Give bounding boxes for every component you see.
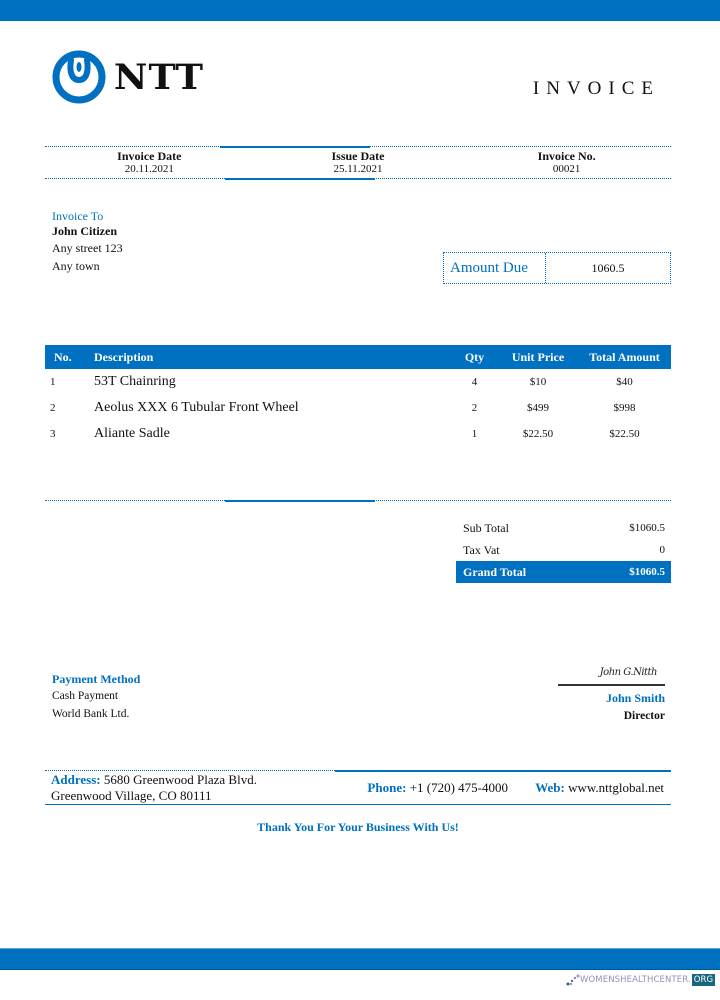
watermark <box>566 974 715 986</box>
cell-qty: 4 <box>471 376 478 388</box>
meta-value: 25.11.2021 <box>333 163 383 175</box>
phone-value: +1 (720) 475-4000 <box>409 779 508 795</box>
contact-bottom-rule <box>45 804 671 806</box>
cell-total: $998 <box>613 402 636 414</box>
signatory-title: Director <box>623 710 665 722</box>
totals-block <box>456 517 671 583</box>
ntt-ring-logo-icon <box>52 50 106 104</box>
grand-total-value: $1060.5 <box>629 566 665 578</box>
thank-you-message: Thank You For Your Business With Us! <box>257 820 459 834</box>
cell-unit-price: $22.50 <box>522 428 554 440</box>
meta-label: Invoice Date <box>117 149 182 163</box>
grand-total-row <box>456 561 671 583</box>
amount-due-box <box>443 252 671 284</box>
bill-to-street: Any street 123 <box>52 241 123 255</box>
cell-no: 1 <box>50 376 56 388</box>
watermark-text: WOMENSHEALTHCENTER. <box>580 975 691 985</box>
table-row <box>45 395 671 421</box>
meta-invoice-date <box>45 149 254 176</box>
cell-no: 2 <box>50 402 56 414</box>
tax-row <box>456 539 671 561</box>
bill-to-block <box>52 209 123 275</box>
phone-label: Phone: <box>367 779 407 795</box>
invoice-meta <box>45 146 671 179</box>
header-description: Description <box>94 349 154 364</box>
address-label: Address: <box>51 771 101 787</box>
meta-issue-date <box>254 149 463 176</box>
bill-to-name: John Citizen <box>52 224 118 238</box>
meta-bottom-rule <box>45 178 671 180</box>
tax-label: Tax Vat <box>463 542 500 557</box>
cell-description: Aeolus XXX 6 Tubular Front Wheel <box>94 400 299 415</box>
tax-value: 0 <box>659 544 665 556</box>
meta-label: Invoice No. <box>537 149 596 163</box>
contact-address <box>45 772 332 804</box>
cell-total: $22.50 <box>609 428 640 440</box>
payment-bank: World Bank Ltd. <box>52 708 130 720</box>
meta-label: Issue Date <box>331 149 385 163</box>
cell-description: 53T Chainring <box>94 374 176 389</box>
meta-invoice-number <box>462 149 671 176</box>
payment-method-value: Cash Payment <box>52 690 119 702</box>
subtotal-label: Sub Total <box>463 520 509 535</box>
signatory-name: John Smith <box>605 691 665 705</box>
address-line1: 5680 Greenwood Plaza Blvd. <box>103 771 257 787</box>
items-divider <box>45 500 671 502</box>
bill-to-town: Any town <box>52 259 100 273</box>
table-row <box>45 369 671 395</box>
contact-band <box>45 770 671 806</box>
cell-no: 3 <box>50 428 56 440</box>
header-no: No. <box>54 349 72 364</box>
cell-total: $40 <box>616 376 633 388</box>
web-link[interactable]: www.nttglobal.net <box>568 779 664 795</box>
watermark-suffix: ORG <box>693 975 714 985</box>
page-title: INVOICE <box>532 78 660 99</box>
payment-method-block <box>52 672 140 723</box>
grand-total-label: Grand Total <box>463 564 527 579</box>
meta-top-rule <box>45 146 671 148</box>
header-total: Total Amount <box>589 349 660 364</box>
table-header <box>45 345 671 369</box>
contact-web <box>508 780 671 796</box>
amount-due-label: Amount Due <box>444 253 546 283</box>
header-unit-price: Unit Price <box>511 349 565 364</box>
meta-value: 20.11.2021 <box>124 163 174 175</box>
bottom-color-bar <box>0 948 720 970</box>
meta-value: 00021 <box>552 163 581 175</box>
amount-due-value: 1060.5 <box>591 260 625 275</box>
cell-description: Aliante Sadle <box>94 426 170 441</box>
web-label: Web: <box>535 779 565 795</box>
subtotal-row <box>456 517 671 539</box>
signature-block <box>558 662 665 725</box>
cell-unit-price: $10 <box>529 376 547 388</box>
top-color-bar <box>0 0 720 21</box>
payment-method-label: Payment Method <box>52 672 141 686</box>
bill-to-label: Invoice To <box>52 209 104 223</box>
address-line2: Greenwood Village, CO 80111 <box>51 787 212 803</box>
subtotal-value: $1060.5 <box>629 522 665 534</box>
line-items-table <box>45 345 671 447</box>
dots-icon <box>566 974 580 986</box>
cell-qty: 2 <box>471 402 478 414</box>
signature-rule <box>558 684 665 686</box>
company-logo <box>52 50 202 104</box>
table-row <box>45 421 671 447</box>
cell-unit-price: $499 <box>527 402 549 414</box>
signature-scribble: John G.Nitth <box>599 667 657 678</box>
contact-phone <box>332 780 508 796</box>
cell-qty: 1 <box>471 428 478 440</box>
company-name: NTT <box>113 56 204 98</box>
header-qty: Qty <box>464 349 485 364</box>
